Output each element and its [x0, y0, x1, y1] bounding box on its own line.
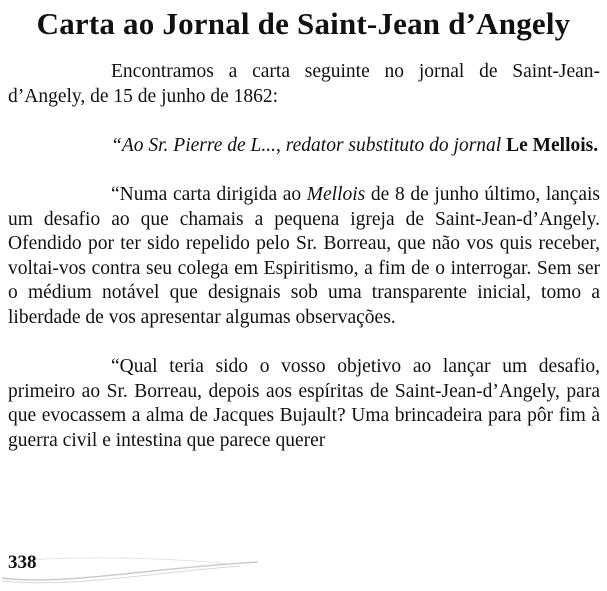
- newspaper-name-italic: Mellois: [306, 183, 366, 205]
- addressee-italic-text: “Ao Sr. Pierre de L..., redator substituto do jornal: [111, 134, 507, 156]
- letter-opening-text-start: “Numa carta dirigida ao: [111, 183, 307, 205]
- page-title: Carta ao Jornal de Saint-Jean d’Angely: [36, 6, 571, 41]
- paragraph-addressee: [8, 134, 600, 159]
- decorative-swoosh: [0, 556, 260, 586]
- paragraph-question: “Qual teria sido o vosso objetivo ao lançar um desafio, primeiro ao Sr. Borreau, depois aos espíritas de Saint-Jean-d’Angely, para que evocassem a alma de Jacques Bujault? Uma brincadeira para pôr fim à guerra civil e intestina que parece querer: [8, 356, 600, 451]
- newspaper-name: Le Mellois.: [506, 134, 599, 156]
- article-body: [8, 60, 600, 454]
- letter-opening-text-end: de 8 de junho último, lançais um desafio ao que chamais a pequena igreja de Saint-Jean-d’Angely. Ofendido por ter sido repelido pelo Sr. Borreau, que não vos quis receber, voltai-vos contra seu colega em Espiritismo, a fim de o interrogar. Sem ser o médium notável que designais sob uma transparente inicial, tomo a liberdade de vos apresentar algumas observações.: [8, 183, 600, 328]
- page-number: 338: [8, 552, 37, 573]
- paragraph-letter-opening: [8, 183, 600, 331]
- paragraph-intro: Encontramos a carta seguinte no jornal de Saint-Jean-d’Angely, de 15 de junho de 1862:: [8, 61, 600, 107]
